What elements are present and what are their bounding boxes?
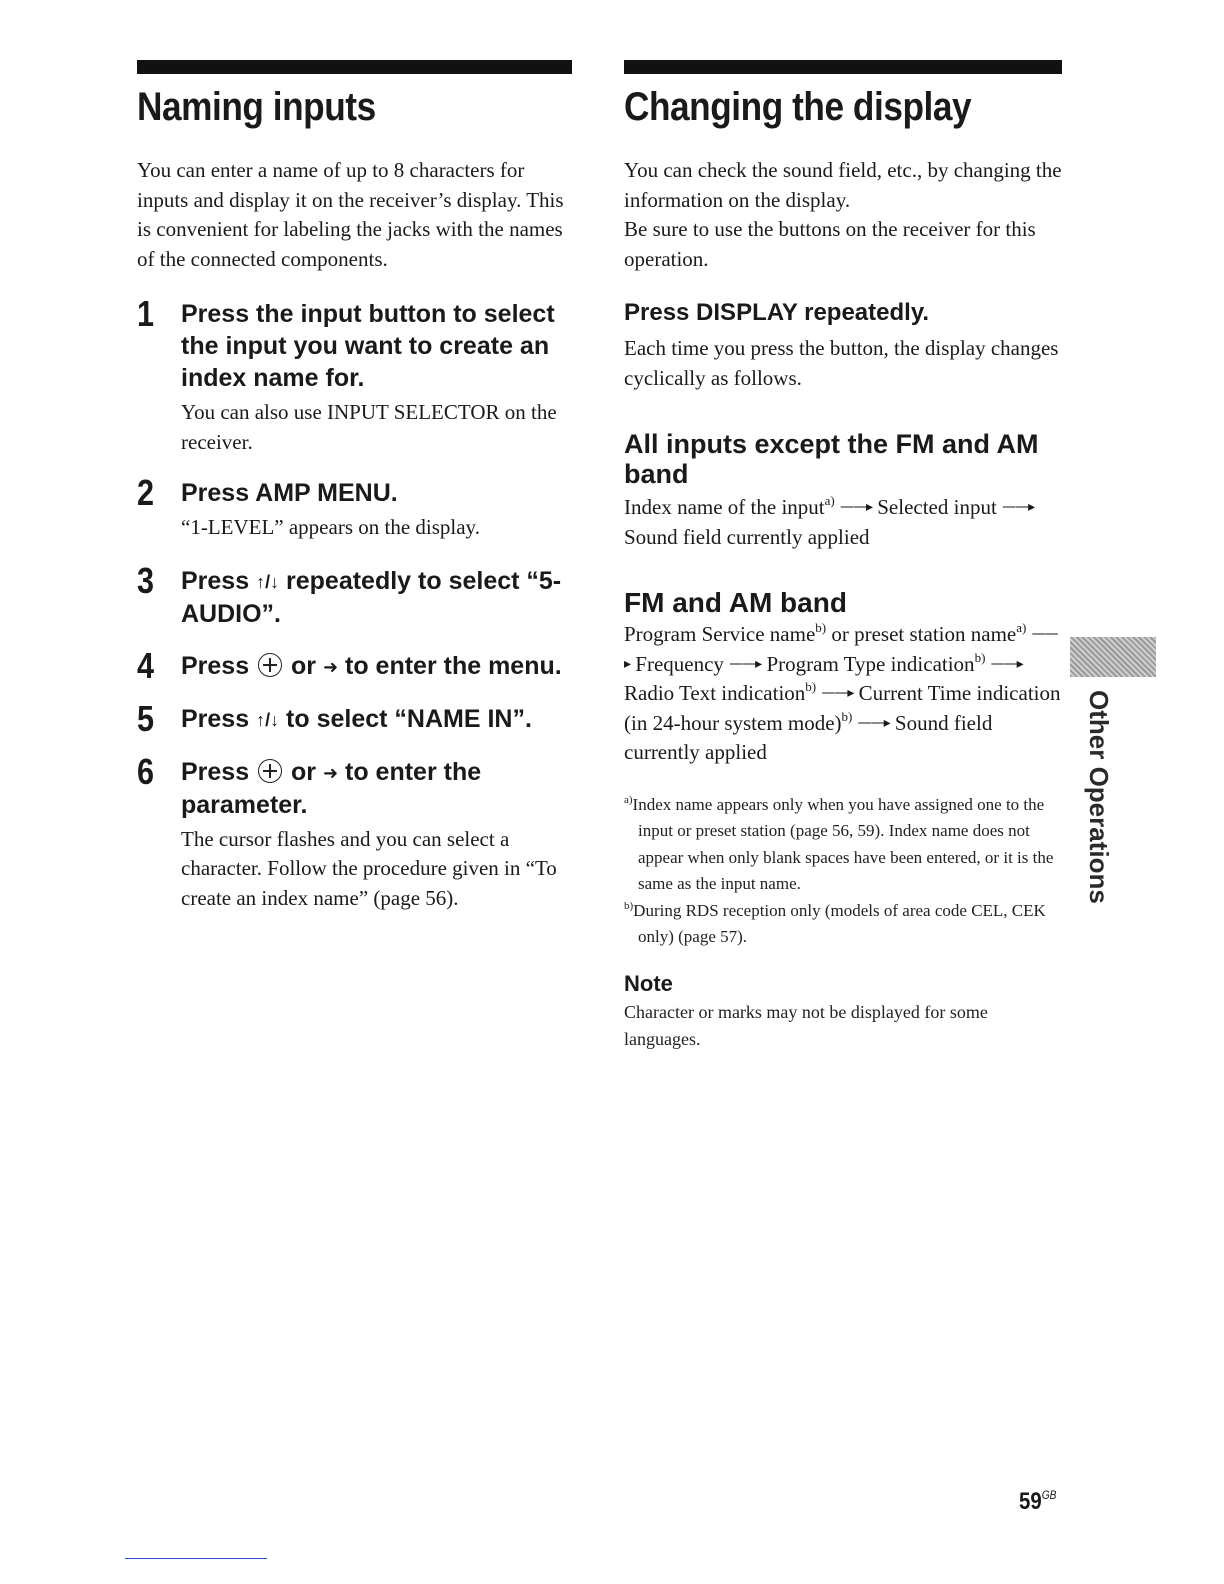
section-heading-changing-display: Changing the display bbox=[624, 85, 972, 129]
step-title-text: or bbox=[284, 651, 323, 680]
footnote-a bbox=[624, 792, 1062, 898]
sequence-text: Radio Text indication bbox=[624, 681, 806, 705]
step-title bbox=[181, 565, 572, 630]
section-tab-label: Other Operations bbox=[1084, 690, 1114, 904]
step-title bbox=[181, 703, 572, 736]
all-inputs-heading: All inputs except the FM and AM band bbox=[624, 429, 1039, 489]
up-down-arrows-icon: ↑/↓ bbox=[256, 571, 280, 592]
right-arrow-icon: ➜ bbox=[322, 762, 339, 783]
arrow-icon: ——▸ bbox=[1002, 499, 1035, 515]
note-text: Character or marks may not be displayed for some languages. bbox=[624, 1001, 988, 1049]
heading-rule bbox=[624, 60, 1062, 74]
naming-inputs-column bbox=[137, 60, 572, 913]
heading-rule bbox=[137, 60, 572, 74]
sequence-text: or preset station name bbox=[826, 622, 1017, 646]
arrow-icon: ——▸ bbox=[839, 499, 872, 515]
press-display-title: Press DISPLAY repeatedly. bbox=[624, 299, 930, 326]
step-title-text: to select “NAME IN”. bbox=[279, 704, 532, 733]
step-title-text: or bbox=[284, 757, 323, 786]
sequence-text: Frequency bbox=[630, 651, 730, 676]
footnote-mark: b) bbox=[841, 708, 853, 724]
step-1 bbox=[137, 293, 572, 457]
step-title-text: to enter the parameter. bbox=[181, 757, 482, 819]
footnote-mark: a) bbox=[824, 493, 835, 508]
enter-button-icon bbox=[258, 759, 282, 783]
step-4 bbox=[137, 644, 572, 686]
footnote-mark: b) bbox=[815, 620, 827, 635]
step-5 bbox=[137, 697, 572, 739]
sequence-text: Program Service name bbox=[624, 622, 816, 646]
page-suffix: GB bbox=[1041, 1488, 1057, 1502]
right-arrow-icon: ➜ bbox=[322, 656, 339, 677]
intro-paragraph: Be sure to use the buttons on the receiver for this operation. bbox=[624, 217, 1036, 271]
footnote-mark: a) bbox=[624, 793, 633, 806]
step-title-text: Press bbox=[181, 704, 257, 733]
arrow-icon: ——▸ bbox=[624, 626, 1058, 672]
intro-paragraph: You can enter a name of up to 8 characters for inputs and display it on the receiver’s display. This is convenient for labeling the jacks with the names of the connected components. bbox=[137, 158, 564, 271]
step-3 bbox=[137, 559, 572, 630]
sequence-text: Index name of the input bbox=[624, 495, 825, 519]
step-title-text: to enter the menu. bbox=[338, 651, 562, 680]
step-title-text: Press bbox=[181, 757, 257, 786]
section-heading-naming-inputs: Naming inputs bbox=[137, 85, 376, 129]
sequence-text: Sound field currently applied bbox=[624, 710, 993, 764]
footnote-mark: b) bbox=[974, 649, 986, 665]
bottom-rule bbox=[125, 1558, 267, 1559]
footnote-text: During RDS reception only (models of area code CEL, CEK only) (page 57). bbox=[633, 900, 1046, 946]
step-number: 5 bbox=[137, 697, 155, 739]
fm-am-sequence bbox=[624, 620, 1062, 768]
step-number: 3 bbox=[137, 559, 155, 601]
sequence-text: Selected input bbox=[872, 495, 997, 519]
footnote-mark: b) bbox=[805, 679, 817, 694]
arrow-icon: ——▸ bbox=[729, 655, 762, 672]
footnote-b bbox=[624, 898, 1062, 951]
sequence-text: Current Time indication (in 24-hour system mode) bbox=[624, 681, 1061, 735]
step-description: The cursor flashes and you can select a character. Follow the procedure given in “To create an index name” (page 56). bbox=[181, 826, 557, 910]
step-6 bbox=[137, 750, 572, 914]
step-2 bbox=[137, 472, 572, 543]
step-number: 4 bbox=[137, 644, 155, 686]
sequence-text: Program Type indication bbox=[761, 651, 975, 676]
step-title: Press AMP MENU. bbox=[181, 479, 398, 507]
section-tab-marker bbox=[1070, 637, 1156, 677]
footnote-mark: b) bbox=[624, 899, 634, 912]
footnote-text: Index name appears only when you have assigned one to the input or preset station (page 56, 59). Index name does not appear when only blank spaces have been entered, or it is the same as the input name. bbox=[632, 794, 1054, 893]
step-number: 1 bbox=[137, 293, 155, 334]
all-inputs-sequence bbox=[624, 493, 1062, 552]
step-number: 2 bbox=[137, 472, 155, 513]
step-title-text: Press bbox=[181, 566, 257, 595]
intro-paragraph: You can check the sound field, etc., by changing the information on the display. bbox=[624, 158, 1062, 212]
footnote-mark: a) bbox=[1016, 620, 1027, 635]
step-title bbox=[181, 756, 572, 821]
footnotes bbox=[624, 792, 1062, 951]
step-description: You can also use INPUT SELECTOR on the receiver. bbox=[181, 400, 557, 454]
press-display-description: Each time you press the button, the display changes cyclically as follows. bbox=[624, 336, 1059, 390]
note-title: Note bbox=[624, 970, 673, 996]
sequence-text: Sound field currently applied bbox=[624, 524, 870, 549]
step-title bbox=[181, 650, 572, 683]
fm-am-heading: FM and AM band bbox=[624, 587, 847, 618]
arrow-icon: ——▸ bbox=[821, 685, 854, 701]
step-title-text: Press bbox=[181, 651, 257, 680]
up-down-arrows-icon: ↑/↓ bbox=[256, 709, 280, 730]
enter-button-icon bbox=[258, 653, 282, 677]
arrow-icon: ——▸ bbox=[857, 714, 890, 731]
changing-display-column bbox=[624, 60, 1062, 1053]
arrow-icon: ——▸ bbox=[990, 655, 1023, 672]
page-number bbox=[1019, 1488, 1056, 1516]
step-title-text: repeatedly to select “5-AUDIO”. bbox=[181, 566, 562, 628]
step-number: 6 bbox=[137, 750, 155, 792]
step-title: Press the input button to select the input you want to create an index name for. bbox=[181, 300, 555, 392]
step-description: “1-LEVEL” appears on the display. bbox=[181, 515, 480, 539]
page-number-value: 59 bbox=[1019, 1488, 1042, 1515]
